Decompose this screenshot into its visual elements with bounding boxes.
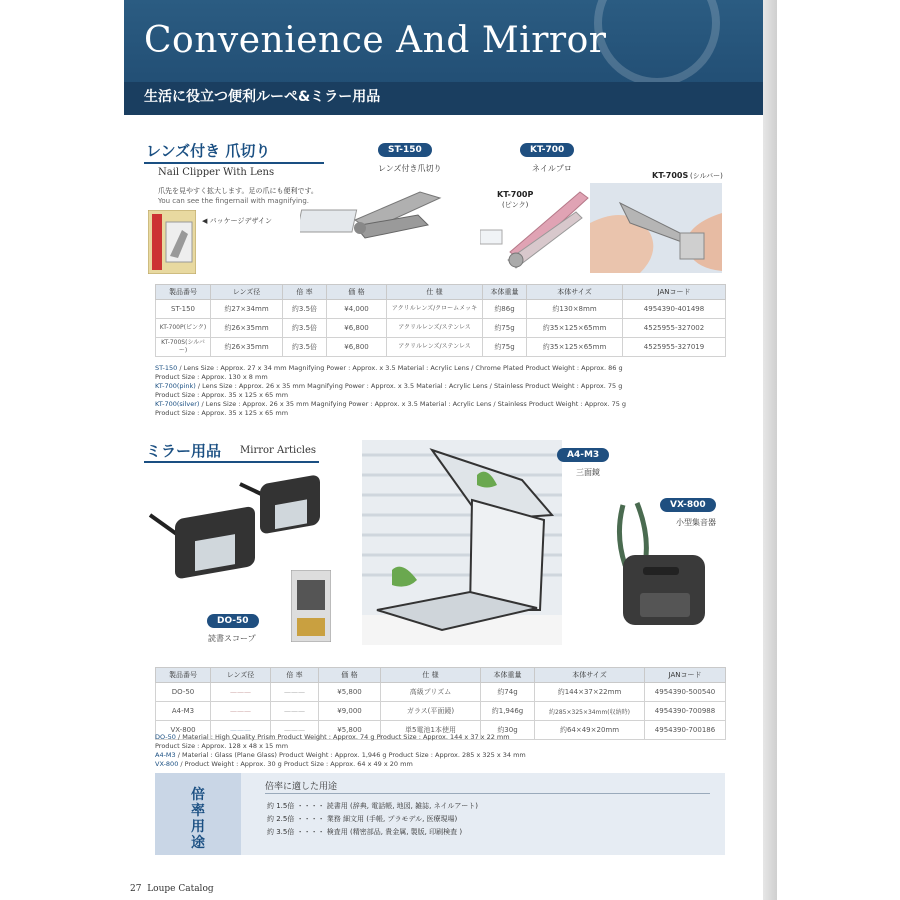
product-tag-do50: DO-50 <box>207 614 259 628</box>
table-cell: 4525955-327002 <box>623 319 726 338</box>
product-caption-kt700: ネイルプロ <box>532 164 572 173</box>
package-design-label: ◀ パッケージデザイン <box>202 217 272 225</box>
note-line <box>155 400 626 409</box>
table-header-cell: 仕 様 <box>381 668 481 683</box>
table-header-cell: 倍 率 <box>283 285 327 300</box>
table-header-cell: 本体サイズ <box>535 668 645 683</box>
nail-desc-en: You can see the fingernail with magnifying. <box>158 197 310 205</box>
usage-rule <box>265 793 710 794</box>
table-cell: アクリルレンズ/ステンレス <box>387 338 483 357</box>
table-row <box>156 300 726 319</box>
table-cell: 4954390-700186 <box>645 721 726 740</box>
note-text: / Material : High Quality Prism Product Weight : Approx. 74 g Product Size : Approx. 144 x 37 x 22 mm <box>175 733 510 741</box>
table-cell: ¥6,800 <box>327 319 387 338</box>
table-cell: 約35×125×65mm <box>527 338 623 357</box>
table-cell: 4954390-401498 <box>623 300 726 319</box>
note-text: / Lens Size : Approx. 26 x 35 mm Magnifying Power : Approx. x 3.5 Material : Acrylic Lens / Stainless Product Weight : Approx. 75 g <box>195 382 623 390</box>
table-header-cell: 仕 様 <box>387 285 483 300</box>
note-line <box>155 742 526 751</box>
table-cell: ST-150 <box>156 300 211 319</box>
nail-notes <box>155 364 626 418</box>
note-text: / Lens Size : Approx. 26 x 35 mm Magnifying Power : Approx. x 3.5 Material : Acrylic Lens / Stainless Product Weight : Approx. 75 g <box>199 400 627 408</box>
mirror-section-title-en: Mirror Articles <box>240 445 317 456</box>
note-model: A4-M3 <box>155 751 176 759</box>
product-tag-vx800: VX-800 <box>660 498 716 512</box>
table-cell: ——— <box>271 702 319 721</box>
note-line <box>155 364 626 373</box>
table-cell: DO-50 <box>156 683 211 702</box>
note-model: ST-150 <box>155 364 178 372</box>
table-cell: KT-700S(シルバー) <box>156 338 211 357</box>
catalog-name: Loupe Catalog <box>147 884 214 894</box>
table-cell: A4-M3 <box>156 702 211 721</box>
table-cell: ¥5,800 <box>319 683 381 702</box>
table-header-cell: JANコード <box>645 668 726 683</box>
usage-label-panel <box>155 773 241 855</box>
table-cell: ¥5,800 <box>319 721 381 740</box>
table-cell: 4954390-500540 <box>645 683 726 702</box>
product-tag-st150: ST-150 <box>378 143 432 157</box>
note-line <box>155 382 626 391</box>
nail-section-title-en: Nail Clipper With Lens <box>158 167 275 178</box>
table-header-cell: 本体重量 <box>483 285 527 300</box>
product-caption-vx800: 小型集音器 <box>676 518 716 527</box>
table-header-cell: 価 格 <box>327 285 387 300</box>
table-header-cell: 製品番号 <box>156 285 211 300</box>
table-cell: 約86g <box>483 300 527 319</box>
table-cell: 約75g <box>483 319 527 338</box>
table-cell: 4525955-327019 <box>623 338 726 357</box>
nail-spec-table <box>155 284 726 357</box>
table-header-cell: レンズ径 <box>211 668 271 683</box>
usage-line-1: 約 1.5倍 ・・・・ 読書用 (辞典, 電話帳, 地図, 雑誌, ネイルアート) <box>267 802 478 810</box>
page-edge <box>763 0 777 900</box>
kt700s-hand-photo <box>590 183 722 273</box>
table-cell: ——— <box>211 702 271 721</box>
table-cell: 約3.5倍 <box>283 319 327 338</box>
table-cell: ——— <box>271 683 319 702</box>
note-line <box>155 409 626 418</box>
table-cell: VX-800 <box>156 721 211 740</box>
kt700p-label: KT-700P <box>497 190 534 199</box>
page-footer <box>130 884 214 894</box>
a4m3-mirror-photo <box>362 440 562 645</box>
product-caption-a4m3: 三面鏡 <box>576 468 600 477</box>
page-title: Convenience And Mirror <box>144 20 607 61</box>
table-cell: ガラス(平面鏡) <box>381 702 481 721</box>
nail-section-title: レンズ付き 爪切り <box>146 142 271 160</box>
table-cell: 約3.5倍 <box>283 338 327 357</box>
product-tag-a4m3: A4-M3 <box>557 448 609 462</box>
table-header-cell: 本体サイズ <box>527 285 623 300</box>
table-row <box>156 683 726 702</box>
note-model: VX-800 <box>155 760 179 768</box>
table-cell: 約26×35mm <box>211 319 283 338</box>
kt700s-color: (シルバー) <box>690 172 723 180</box>
table-header-cell: 価 格 <box>319 668 381 683</box>
table-cell: 約144×37×22mm <box>535 683 645 702</box>
page-subtitle: 生活に役立つ便利ルーペ&ミラー用品 <box>144 89 381 105</box>
header-decoration <box>594 0 720 86</box>
table-header-cell: レンズ径 <box>211 285 283 300</box>
mirror-section-title: ミラー用品 <box>146 442 222 460</box>
table-cell: ——— <box>271 721 319 740</box>
table-cell: 単5電池1本使用 <box>381 721 481 740</box>
table-cell: 約75g <box>483 338 527 357</box>
product-caption-do50: 読書スコープ <box>208 634 256 643</box>
product-caption-st150: レンズ付き爪切り <box>378 164 442 173</box>
nail-desc-jp: 爪先を見やすく拡大します。足の爪にも便利です。 <box>158 187 318 195</box>
table-cell: 約285×325×34mm(収納時) <box>535 702 645 721</box>
table-cell: 約130×8mm <box>527 300 623 319</box>
table-row <box>156 702 726 721</box>
table-row <box>156 338 726 357</box>
usage-line-2: 約 2.5倍 ・・・・ 業務 細文用 (手帳, プラモデル, 医療現場) <box>267 815 458 823</box>
note-line <box>155 391 626 400</box>
table-header-cell: 倍 率 <box>271 668 319 683</box>
table-header-cell: 製品番号 <box>156 668 211 683</box>
table-cell: 約30g <box>481 721 535 740</box>
note-line <box>155 373 626 382</box>
table-row <box>156 319 726 338</box>
table-cell: 4954390-700988 <box>645 702 726 721</box>
usage-heading: 倍率に適した用途 <box>265 782 338 792</box>
note-text: Product Size : Approx. 35 x 125 x 65 mm <box>155 391 289 399</box>
table-header-cell: 本体重量 <box>481 668 535 683</box>
usage-box <box>155 773 725 855</box>
table-cell: KT-700P(ピンク) <box>156 319 211 338</box>
note-model: KT-700(silver) <box>155 400 200 408</box>
table-cell: 約1,946g <box>481 702 535 721</box>
table-cell: 高級プリズム <box>381 683 481 702</box>
note-line <box>155 751 526 760</box>
vx800-device-photo <box>595 495 710 630</box>
table-cell: ¥9,000 <box>319 702 381 721</box>
note-text: / Lens Size : Approx. 27 x 34 mm Magnifying Power : Approx. x 3.5 Material : Acrylic Lens / Chrome Plated Product Weight : Approx. 86 g <box>177 364 623 372</box>
package-photo <box>148 210 196 274</box>
note-model: DO-50 <box>155 733 176 741</box>
table-cell: 約64×49×20mm <box>535 721 645 740</box>
table-cell: 約26×35mm <box>211 338 283 357</box>
note-line <box>155 733 526 742</box>
table-header-cell: JANコード <box>623 285 726 300</box>
table-cell: 約35×125×65mm <box>527 319 623 338</box>
usage-line-3: 約 3.5倍 ・・・・ 検査用 (精密部品, 貴金属, 製版, 印刷検査 ) <box>267 828 463 836</box>
kt700p-color: (ピンク) <box>502 201 529 209</box>
note-text: Product Size : Approx. 130 x 8 mm <box>155 373 268 381</box>
mirror-spec-table <box>155 667 726 740</box>
note-line <box>155 760 526 769</box>
table-cell: 約3.5倍 <box>283 300 327 319</box>
do50-package-photo <box>291 570 331 642</box>
table-header-row <box>156 285 726 300</box>
note-text: Product Size : Approx. 128 x 48 x 15 mm <box>155 742 289 750</box>
mirror-section-rule <box>144 461 319 463</box>
page-number: 27 <box>130 884 142 894</box>
note-text: / Material : Glass (Plane Glass) Product Weight : Approx. 1,946 g Product Size : Approx. 285 x 325 x 34 mm <box>175 751 526 759</box>
note-text: / Product Weight : Approx. 30 g Product Size : Approx. 64 x 49 x 20 mm <box>178 760 413 768</box>
table-cell: ¥6,800 <box>327 338 387 357</box>
table-header-row <box>156 668 726 683</box>
kt700s-label: KT-700S <box>652 171 689 180</box>
table-cell: ¥4,000 <box>327 300 387 319</box>
table-cell: アクリルレンズ/クロームメッキ <box>387 300 483 319</box>
page-header <box>124 0 763 115</box>
product-tag-kt700: KT-700 <box>520 143 574 157</box>
table-cell: 約74g <box>481 683 535 702</box>
nail-section-rule <box>144 162 324 164</box>
table-cell: 約27×34mm <box>211 300 283 319</box>
table-cell: ——— <box>211 721 271 740</box>
note-text: Product Size : Approx. 35 x 125 x 65 mm <box>155 409 289 417</box>
st150-clipper-photo <box>300 180 450 260</box>
kt700p-clipper-photo <box>480 182 590 272</box>
table-cell: アクリルレンズ/ステンレス <box>387 319 483 338</box>
table-cell: ——— <box>211 683 271 702</box>
note-model: KT-700(pink) <box>155 382 196 390</box>
usage-label: 倍率用途 <box>191 787 205 851</box>
mirror-notes <box>155 733 526 769</box>
